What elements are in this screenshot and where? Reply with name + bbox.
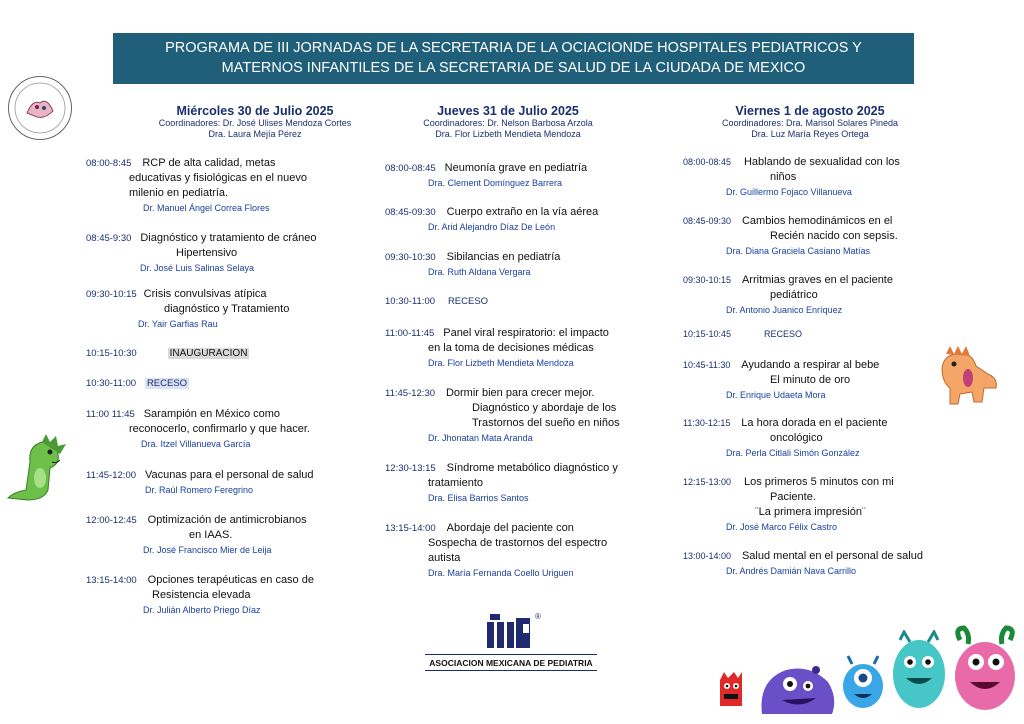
red-monster-icon: [716, 670, 746, 710]
session-time: 12:00-12:45: [86, 515, 137, 526]
session-title: Los primeros 5 minutos con mi: [743, 476, 894, 488]
session-item: [385, 161, 655, 191]
session-time: 11:00-11:45: [385, 328, 435, 339]
session-title-cont: niños: [770, 171, 797, 183]
coordinators-line-2: Dra. Laura Mejía Pérez: [208, 129, 302, 139]
teal-monster-icon: [890, 630, 948, 710]
session-speaker: Dr. José Luis Salinas Selaya: [140, 263, 255, 273]
session-title-cont: Hipertensivo: [176, 247, 238, 259]
amp-logo-divider: [425, 654, 597, 655]
session-time: 09:30-10:30: [385, 252, 436, 263]
session-title-cont: El minuto de oro: [770, 374, 851, 386]
session-item: [385, 461, 655, 506]
session-item: [683, 155, 943, 200]
inauguration-label: INAUGURACION: [169, 348, 248, 359]
session-title-cont: oncológico: [770, 432, 823, 444]
coordinators-line-1: Coordinadores: Dra. Marisol Solares Pineda: [721, 118, 899, 128]
session-time: 10:30-11:00: [86, 378, 137, 389]
association-seal-icon: [8, 76, 72, 140]
session-item: [86, 156, 366, 216]
break-label: RECESO: [763, 329, 802, 339]
amp-logo-divider: [425, 670, 597, 671]
session-time: 12:30-13:15: [385, 463, 436, 474]
blue-monster-icon: [838, 652, 888, 710]
session-title-cont: Paciente.: [770, 491, 816, 503]
session-item: [385, 250, 655, 280]
session-item: [385, 294, 655, 309]
session-item: [683, 214, 943, 259]
session-time: 08:45-09:30: [385, 207, 436, 218]
session-item: [683, 327, 943, 342]
session-speaker: Dr. Julián Alberto Priego Díaz: [143, 605, 261, 615]
session-speaker: Dra. Diana Graciela Casiano Matías: [726, 246, 871, 256]
session-title-cont: ¨La primera impresión¨: [755, 506, 866, 518]
session-title-cont: educativas y fisiológicas en el nuevo: [129, 172, 307, 184]
session-item: [385, 205, 655, 235]
session-title-cont: autista: [428, 552, 461, 564]
session-title: Diagnóstico y tratamiento de cráneo: [140, 232, 317, 244]
session-time: 08:00-08:45: [683, 157, 732, 167]
session-item: [86, 513, 376, 558]
session-item: [86, 573, 376, 618]
program-banner: [113, 33, 914, 84]
day-title: Miércoles 30 de Julio 2025: [176, 104, 334, 118]
session-title-cont: Sospecha de trastornos del espectro: [428, 537, 608, 549]
session-item: [86, 287, 376, 332]
session-time: 09:30-10:15: [683, 275, 732, 285]
session-time: 08:45-9:30: [86, 233, 132, 244]
session-time: 13:15-14:00: [385, 523, 436, 534]
session-title-cont: diagnóstico y Tratamiento: [164, 303, 290, 315]
session-time: 11:45-12:30: [385, 388, 436, 399]
session-time: 11:00 11:45: [86, 409, 135, 420]
session-speaker: Dr. Raúl Romero Feregrino: [145, 485, 254, 495]
day-column-wednesday: [100, 104, 390, 140]
session-speaker: Dr. José Francisco Mier de Leija: [143, 545, 272, 555]
session-title: Cambios hemodinámicos en el: [741, 215, 893, 227]
session-time: 08:45-09:30: [683, 216, 732, 226]
coordinators-line-1: Coordinadores: Dr. Nelson Barbosa Arzola: [423, 118, 593, 128]
session-item: [683, 549, 963, 579]
session-speaker: Dra. Ruth Aldana Vergara: [428, 267, 531, 277]
session-title: Síndrome metabólico diagnóstico y: [446, 462, 618, 474]
session-speaker: Dra. Perla Citlali Simón González: [726, 448, 860, 458]
session-time: 09:30-10:15: [86, 289, 137, 300]
pink-monster-icon: [950, 624, 1020, 714]
session-title-cont: Resistencia elevada: [152, 589, 251, 601]
session-speaker: Dra. María Fernanda Coello Uriguen: [428, 568, 574, 578]
pediatric-association-icon: [485, 612, 539, 650]
session-title: Arritmias graves en el paciente: [741, 274, 893, 286]
session-title: Vacunas para el personal de salud: [144, 469, 314, 481]
session-title-cont: milenio en pediatría.: [129, 187, 229, 199]
session-item: [683, 273, 943, 318]
session-title: Optimización de antimicrobianos: [147, 514, 307, 526]
session-speaker: Dra. Elisa Barrios Santos: [428, 493, 529, 503]
session-title: Sarampión en México como: [143, 408, 281, 420]
session-item: [683, 475, 943, 535]
coordinators-line-2: Dra. Flor Lizbeth Mendieta Mendoza: [435, 129, 581, 139]
registered-mark: ®: [535, 612, 541, 621]
session-speaker: Dr. Arid Alejandro Díaz De León: [428, 222, 556, 232]
session-speaker: Dra. Flor Lizbeth Mendieta Mendoza: [428, 358, 574, 368]
break-label: RECESO: [146, 378, 188, 389]
session-title-cont: pediátrico: [770, 289, 818, 301]
session-time: 10:30-11:00: [385, 296, 436, 307]
session-title: Ayudando a respirar al bebe: [741, 359, 880, 371]
session-item: [86, 346, 376, 361]
session-title: Panel viral respiratorio: el impacto: [443, 327, 609, 339]
session-item: [86, 468, 376, 498]
green-dinosaur-icon: [4, 432, 70, 504]
session-title-cont: en IAAS.: [189, 529, 233, 541]
session-title-cont: tratamiento: [428, 477, 484, 489]
day-title: Jueves 31 de Julio 2025: [437, 104, 579, 118]
session-title: Cuerpo extraño en la vía aérea: [446, 206, 599, 218]
session-title-cont: Diagnóstico y abordaje de los: [472, 402, 617, 414]
session-time: 10:15-10:45: [683, 329, 732, 339]
session-item: [86, 231, 376, 276]
session-title: Hablando de sexualidad con los: [743, 156, 900, 168]
session-item: [385, 386, 655, 446]
session-title-cont: en la toma de decisiones médicas: [428, 342, 594, 354]
banner-line-1: PROGRAMA DE III JORNADAS DE LA SECRETARIA DE LA OCIACIONDE HOSPITALES PEDIATRICOS Y: [165, 40, 862, 56]
session-title-cont: Recién nacido con sepsis.: [770, 230, 898, 242]
session-time: 13:15-14:00: [86, 575, 137, 586]
session-speaker: Dr. Manuel Ángel Correa Flores: [143, 203, 270, 213]
session-item: [86, 407, 376, 452]
session-time: 11:30-12:15: [683, 418, 731, 428]
banner-line-2: MATERNOS INFANTILES DE LA SECRETARIA DE SALUD DE LA CIUDADA DE MEXICO: [221, 60, 806, 76]
session-time: 08:00-8:45: [86, 158, 132, 169]
session-speaker: Dra. Itzel Villanueva García: [141, 439, 251, 449]
session-time: 12:15-13:00: [683, 477, 732, 487]
day-title: Viernes 1 de agosto 2025: [735, 104, 885, 118]
session-time: 10:45-11:30: [683, 360, 731, 370]
coordinators-line-2: Dra. Luz María Reyes Ortega: [751, 129, 869, 139]
session-title: Neumonía grave en pediatría: [444, 162, 588, 174]
session-title: Abordaje del paciente con: [446, 522, 574, 534]
session-speaker: Dr. Jhonatan Mata Aranda: [428, 433, 533, 443]
session-item: [385, 326, 655, 371]
amp-logo-mark: [485, 612, 539, 650]
day-column-friday: [700, 104, 920, 140]
amp-logo: [423, 608, 599, 674]
session-speaker: Dr. Yair Garfias Rau: [138, 319, 218, 329]
break-label: RECESO: [447, 296, 489, 307]
session-title-cont: reconocerlo, confirmarlo y que hacer.: [129, 423, 310, 435]
session-time: 10:15-10:30: [86, 348, 137, 359]
session-title: Sibilancias en pediatría: [446, 251, 561, 263]
session-time: 11:45-12:00: [86, 470, 137, 481]
session-time: 08:00-08:45: [385, 163, 436, 174]
session-title-cont: Trastornos del sueño en niños: [472, 417, 620, 429]
session-speaker: Dr. Guillermo Fojaco Villanueva: [726, 187, 852, 197]
day-column-thursday: [398, 104, 618, 140]
session-title: Opciones terapéuticas en caso de: [147, 574, 314, 586]
session-title: Crisis convulsivas atípica: [143, 288, 267, 300]
purple-monster-icon: [756, 660, 838, 716]
session-title: Salud mental en el personal de salud: [741, 550, 923, 562]
session-item: [683, 416, 943, 461]
session-title: Dormir bien para crecer mejor.: [445, 387, 595, 399]
session-speaker: Dr. Antonio Juanico Enríquez: [726, 305, 843, 315]
session-speaker: Dr. Andrés Damián Nava Carrillo: [726, 566, 857, 576]
session-speaker: Dr. José Marco Félix Castro: [726, 522, 838, 532]
session-title: RCP de alta calidad, metas: [142, 157, 276, 169]
session-time: 13:00-14:00: [683, 551, 732, 561]
session-item: [683, 358, 943, 403]
session-speaker: Dra. Clement Domínguez Barrera: [428, 178, 563, 188]
session-item: [385, 521, 655, 581]
session-title: La hora dorada en el paciente: [741, 417, 888, 429]
amp-logo-text: ASOCIACION MEXICANA DE PEDIATRIA: [429, 658, 593, 668]
session-speaker: Dr. Enrique Udaeta Mora: [726, 390, 826, 400]
orange-dinosaur-icon: [936, 344, 1002, 408]
session-item: [86, 376, 376, 391]
coordinators-line-1: Coordinadores: Dr. José Ulises Mendoza Cortes: [158, 118, 352, 128]
